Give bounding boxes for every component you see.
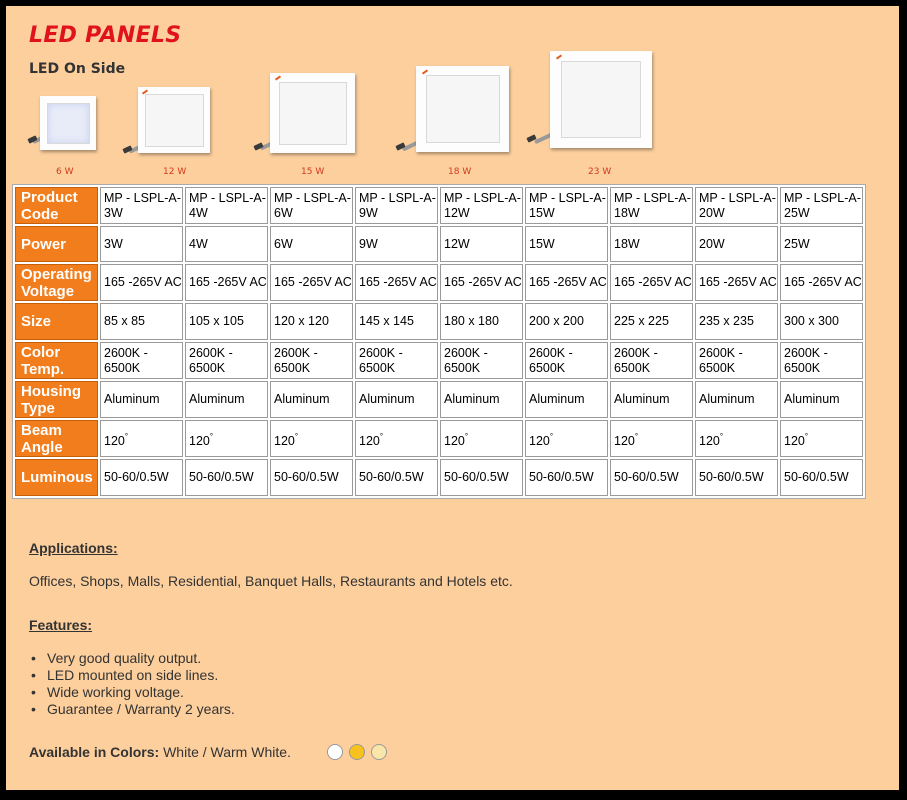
cell-value: 120 x 120 [274,314,329,328]
table-cell [100,381,183,418]
cell-value: 9W [359,236,378,251]
table-cell [610,342,693,379]
table-cell [610,381,693,418]
degree-symbol: ° [719,431,724,441]
row-header: Power [15,226,98,262]
table-cell [780,342,863,379]
table-row [15,187,863,224]
table-cell [100,342,183,379]
degree-symbol: ° [379,431,384,441]
cell-value: 165 -265V AC [784,275,862,289]
cell-value: MP - LSPL-A-25W [784,190,861,220]
cell-value: Aluminum [274,392,330,406]
cell-value: 165 -265V AC [359,275,437,289]
table-cell [780,187,863,224]
table-cell [185,303,268,340]
table-cell [440,303,523,340]
feature-item: • LED mounted on side lines. [41,667,235,684]
cell-value: 2600K - 6500K [444,345,488,375]
led-panel-graphic [270,73,355,153]
cell-value: 120 [189,433,210,448]
table-cell [270,303,353,340]
table-cell [440,381,523,418]
table-cell [355,226,438,262]
table-cell [185,459,268,496]
cell-value: 105 x 105 [189,314,244,328]
cell-value: MP - LSPL-A-3W [104,190,181,220]
cell-value: 120 [444,433,465,448]
cell-value: MP - LSPL-A-18W [614,190,691,220]
cell-value: 120 [529,433,550,448]
table-cell [270,264,353,301]
table-cell [100,303,183,340]
cell-value: Aluminum [699,392,755,406]
cell-value: Aluminum [529,392,585,406]
cell-value: 2600K - 6500K [699,345,743,375]
feature-item: • Very good quality output. [41,650,235,667]
cell-value: Aluminum [614,392,670,406]
cell-value: 235 x 235 [699,314,754,328]
cell-value: 120 [359,433,380,448]
cell-value: 225 x 225 [614,314,669,328]
features-list [29,650,235,718]
color-swatch-white [327,744,343,760]
table-cell [610,264,693,301]
degree-symbol: ° [804,431,809,441]
cell-value: MP - LSPL-A-15W [529,190,606,220]
table-cell [270,187,353,224]
table-cell [100,420,183,457]
row-header: Product Code [15,187,98,224]
cell-value: 15W [529,236,555,251]
table-cell [355,420,438,457]
available-colors [29,744,291,760]
cell-value: 18W [614,236,640,251]
cell-value: 4W [189,236,208,251]
applications-heading: Applications: [29,540,118,556]
product-watt-label: 18 W [448,167,472,177]
table-cell [270,420,353,457]
table-cell [610,226,693,262]
feature-item: • Guarantee / Warranty 2 years. [41,701,235,718]
table-cell [780,264,863,301]
cell-value: 120 [784,433,805,448]
table-cell [525,459,608,496]
table-cell [440,420,523,457]
cell-value: 2600K - 6500K [529,345,573,375]
cell-value: Aluminum [189,392,245,406]
page [6,6,899,790]
table-cell [100,226,183,262]
spec-table [12,184,866,499]
cell-value: MP - LSPL-A-20W [699,190,776,220]
product-watt-label: 12 W [163,167,187,177]
row-header: Housing Type [15,381,98,418]
table-cell [355,342,438,379]
table-cell [270,381,353,418]
table-cell [100,459,183,496]
features-heading: Features: [29,617,93,633]
table-cell [355,381,438,418]
cell-value: 50-60/0.5W [189,470,254,484]
cell-value: 3W [104,236,123,251]
table-cell [440,264,523,301]
table-cell [355,459,438,496]
degree-symbol: ° [294,431,299,441]
applications-text: Offices, Shops, Malls, Residential, Banquet Halls, Restaurants and Hotels etc. [29,573,513,589]
table-cell [185,264,268,301]
page-subtitle: LED On Side [29,61,126,77]
row-header: Beam Angle [15,420,98,457]
table-row [15,381,863,418]
table-cell [525,226,608,262]
degree-symbol: ° [124,431,129,441]
table-cell [440,226,523,262]
cell-value: 200 x 200 [529,314,584,328]
table-cell [695,264,778,301]
cell-value: Aluminum [784,392,840,406]
cell-value: Aluminum [359,392,415,406]
cell-value: 6W [274,236,293,251]
table-cell [270,459,353,496]
table-row [15,264,863,301]
page-title: LED PANELS [29,23,182,48]
table-cell [695,420,778,457]
cell-value: 50-60/0.5W [614,470,679,484]
cell-value: 145 x 145 [359,314,414,328]
row-header: Luminous [15,459,98,496]
table-cell [185,381,268,418]
table-cell [440,459,523,496]
color-swatch-warm-white [371,744,387,760]
table-cell [695,381,778,418]
table-cell [185,187,268,224]
table-cell [610,187,693,224]
cell-value: 165 -265V AC [274,275,352,289]
cell-value: 165 -265V AC [444,275,522,289]
table-cell [100,264,183,301]
cell-value: 120 [274,433,295,448]
table-row [15,226,863,262]
cell-value: 12W [444,236,470,251]
cell-value: 50-60/0.5W [784,470,849,484]
cell-value: MP - LSPL-A-6W [274,190,351,220]
table-row [15,303,863,340]
table-cell [525,342,608,379]
cell-value: 165 -265V AC [529,275,607,289]
cell-value: 2600K - 6500K [784,345,828,375]
cell-value: 85 x 85 [104,314,146,328]
table-cell [780,459,863,496]
led-panel-graphic [416,66,509,152]
table-cell [695,342,778,379]
table-cell [185,226,268,262]
cell-value: 50-60/0.5W [444,470,509,484]
row-header: Size [15,303,98,340]
cell-value: 2600K - 6500K [274,345,318,375]
product-watt-label: 23 W [588,167,612,177]
cell-value: 165 -265V AC [104,275,182,289]
color-swatch-yellow [349,744,365,760]
led-panel-graphic [40,96,96,150]
cell-value: 50-60/0.5W [529,470,594,484]
table-cell [695,303,778,340]
table-cell [610,420,693,457]
feature-item: • Wide working voltage. [41,684,235,701]
cell-value: 2600K - 6500K [104,345,148,375]
table-cell [695,226,778,262]
available-colors-value: White / Warm White. [163,744,291,760]
table-cell [355,264,438,301]
cell-value: 180 x 180 [444,314,499,328]
table-cell [525,420,608,457]
available-colors-label: Available in Colors: [29,744,160,760]
cell-value: 2600K - 6500K [359,345,403,375]
cell-value: 300 x 300 [784,314,839,328]
degree-symbol: ° [549,431,554,441]
table-row [15,459,863,496]
table-cell [100,187,183,224]
table-cell [185,420,268,457]
table-row [15,342,863,379]
product-watt-label: 15 W [301,167,325,177]
table-cell [695,187,778,224]
cell-value: MP - LSPL-A-9W [359,190,436,220]
table-cell [270,342,353,379]
cell-value: 165 -265V AC [699,275,777,289]
cell-value: 20W [699,236,725,251]
table-cell [610,303,693,340]
table-cell [780,420,863,457]
degree-symbol: ° [209,431,214,441]
cell-value: 165 -265V AC [614,275,692,289]
table-cell [525,381,608,418]
cell-value: Aluminum [444,392,500,406]
table-cell [525,264,608,301]
cell-value: 50-60/0.5W [699,470,764,484]
cell-value: 50-60/0.5W [274,470,339,484]
table-cell [440,187,523,224]
cell-value: 2600K - 6500K [614,345,658,375]
row-header: Operating Voltage [15,264,98,301]
table-cell [355,187,438,224]
table-cell [525,303,608,340]
led-panel-graphic [550,51,652,148]
cell-value: MP - LSPL-A-4W [189,190,266,220]
led-panel-graphic [138,87,210,153]
table-cell [780,303,863,340]
cell-value: 165 -265V AC [189,275,267,289]
cell-value: 120 [614,433,635,448]
cell-value: MP - LSPL-A-12W [444,190,521,220]
table-cell [185,342,268,379]
product-watt-label: 6 W [56,167,74,177]
cell-value: 2600K - 6500K [189,345,233,375]
cell-value: 120 [699,433,720,448]
table-row [15,420,863,457]
cell-value: 120 [104,433,125,448]
table-cell [695,459,778,496]
cell-value: Aluminum [104,392,160,406]
table-cell [270,226,353,262]
degree-symbol: ° [634,431,639,441]
row-header: Color Temp. [15,342,98,379]
degree-symbol: ° [464,431,469,441]
table-cell [610,459,693,496]
cell-value: 50-60/0.5W [104,470,169,484]
table-cell [780,381,863,418]
table-cell [525,187,608,224]
table-cell [440,342,523,379]
table-cell [780,226,863,262]
cell-value: 25W [784,236,810,251]
table-cell [355,303,438,340]
cell-value: 50-60/0.5W [359,470,424,484]
